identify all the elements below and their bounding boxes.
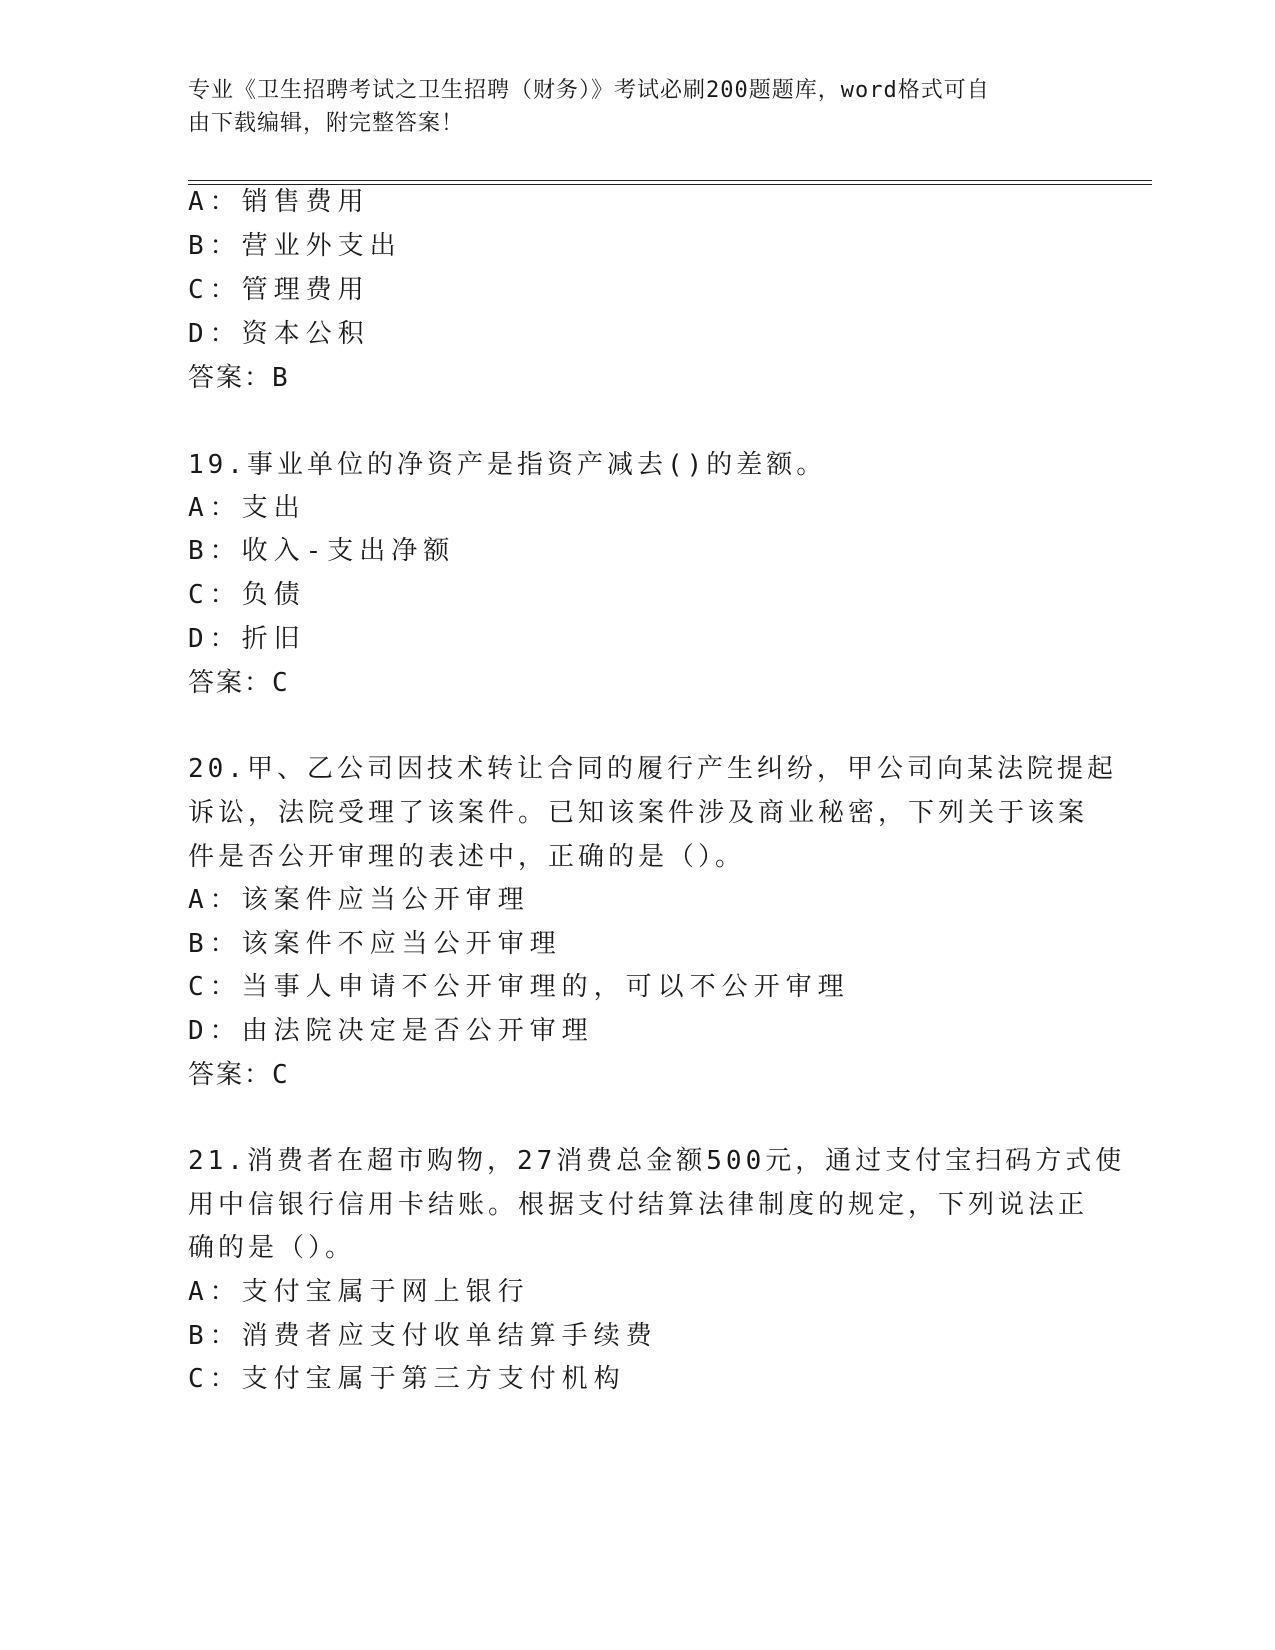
- header-line-1: 专业《卫生招聘考试之卫生招聘（财务）》考试必刷200题题库，word格式可自: [188, 78, 990, 103]
- q20-option-a: A：该案件应当公开审理: [188, 885, 530, 915]
- q18-option-a: A：销售费用: [188, 187, 370, 217]
- q20-option-c: C：当事人申请不公开审理的，可以不公开审理: [188, 972, 850, 1002]
- q19-option-a: A：支出: [188, 493, 306, 523]
- q20-option-d: D：由法院决定是否公开审理: [188, 1016, 594, 1046]
- q18-answer: 答案：B: [188, 363, 290, 393]
- q20-answer: 答案：C: [188, 1060, 290, 1090]
- document-header: [188, 74, 1078, 140]
- q20-option-b: B：该案件不应当公开审理: [188, 929, 562, 959]
- q19-option-b: B：收入-支出净额: [188, 536, 456, 566]
- q21-stem-line-2: 用中信银行信用卡结账。根据支付结算法律制度的规定，下列说法正: [188, 1190, 1089, 1220]
- q20-stem-line-1: 20.甲、乙公司因技术转让合同的履行产生纠纷，甲公司向某法院提起: [188, 754, 1117, 784]
- q18-option-b: B：营业外支出: [188, 231, 402, 261]
- q21-option-a: A：支付宝属于网上银行: [188, 1277, 530, 1307]
- q19-stem: 19.事业单位的净资产是指资产减去()的差额。: [188, 450, 827, 480]
- q21-stem-line-1: 21.消费者在超市购物，27消费总金额500元，通过支付宝扫码方式使: [188, 1146, 1126, 1176]
- q21-option-b: B：消费者应支付收单结算手续费: [188, 1321, 658, 1351]
- q19-answer: 答案：C: [188, 668, 290, 698]
- q20-stem-line-2: 诉讼，法院受理了该案件。已知该案件涉及商业秘密，下列关于该案: [188, 798, 1089, 828]
- q18-option-d: D：资本公积: [188, 319, 370, 349]
- q21-option-c: C：支付宝属于第三方支付机构: [188, 1364, 626, 1394]
- q18-option-c: C：管理费用: [188, 275, 370, 305]
- q21-stem-line-3: 确的是（）。: [188, 1233, 356, 1263]
- q20-stem-line-3: 件是否公开审理的表述中，正确的是（）。: [188, 842, 746, 872]
- q19-option-d: D：折旧: [188, 624, 306, 654]
- q19-option-c: C：负债: [188, 580, 306, 610]
- header-line-2: 由下载编辑，附完整答案！: [188, 111, 465, 136]
